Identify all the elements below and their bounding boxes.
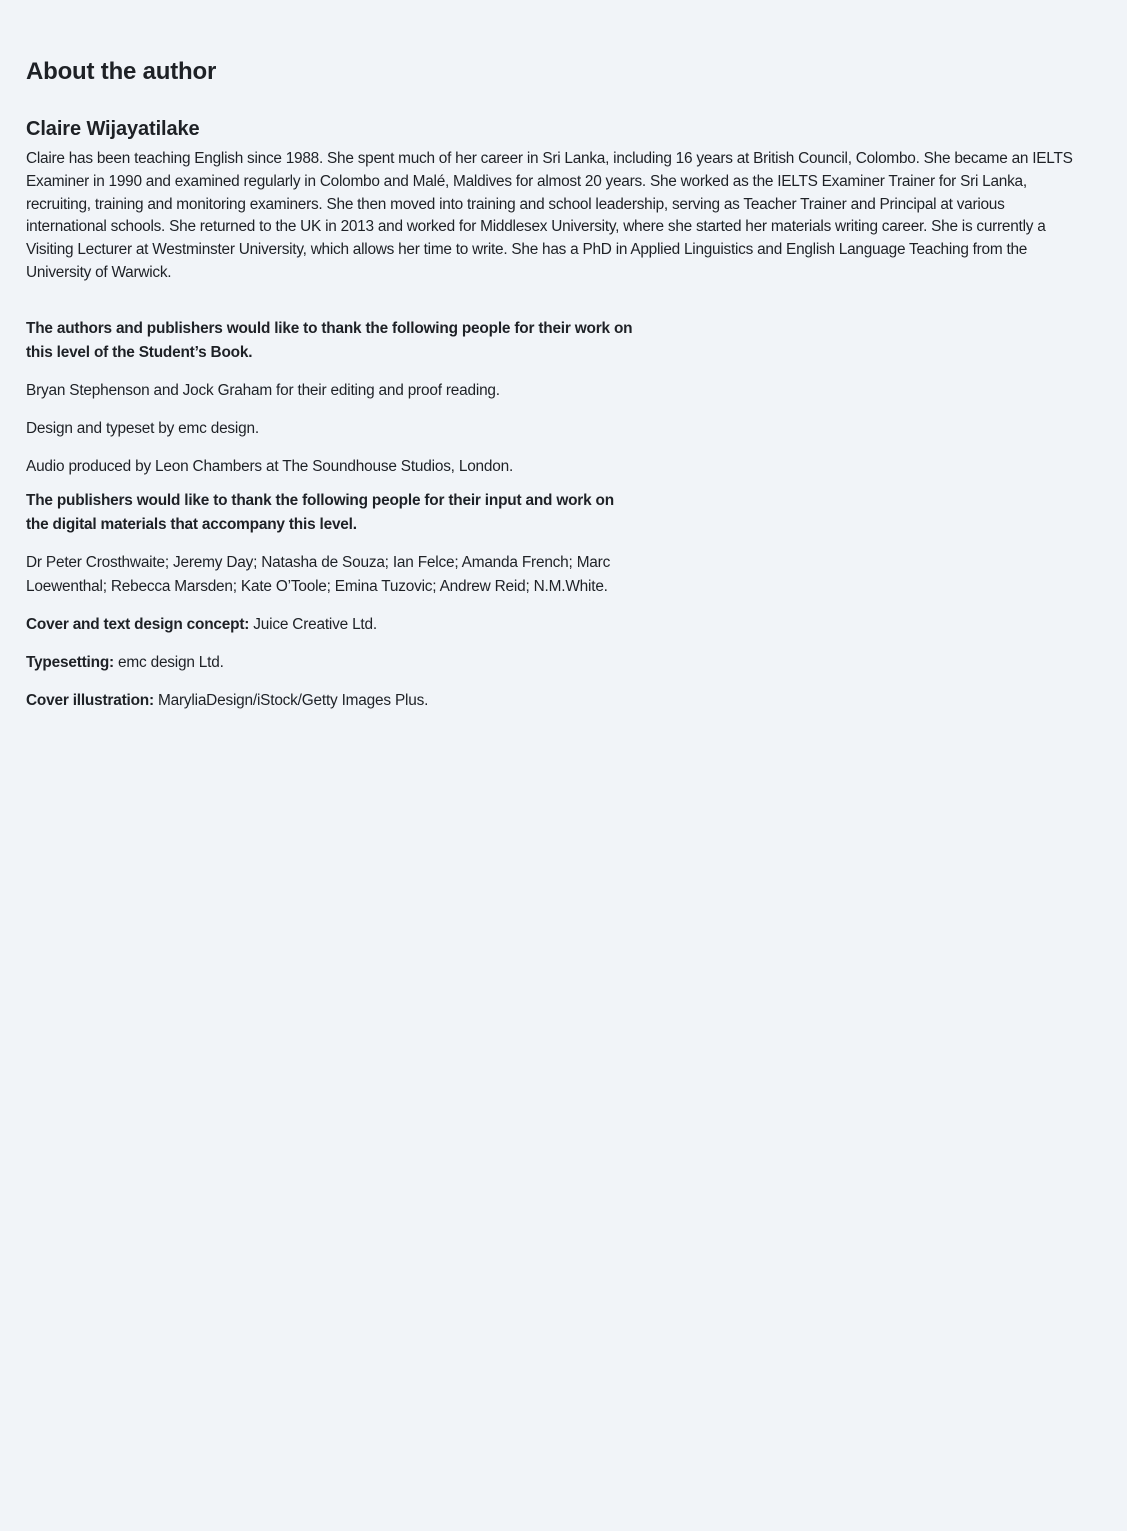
page-title: About the author bbox=[26, 58, 217, 85]
audio-credit: Audio produced by Leon Chambers at The Soundhouse Studios, London. bbox=[26, 457, 514, 475]
digital-contributors: Dr Peter Crosthwaite; Jeremy Day; Natasha de Souza; Ian Felce; Amanda French; Marc Loewenthal; Rebecca Marsden; Kate O’Toole; Emina Tuzovic; Andrew Reid; N.M.White. bbox=[26, 553, 611, 595]
cover-design-credit bbox=[26, 613, 1076, 637]
typesetting-value: emc design Ltd. bbox=[113, 653, 224, 671]
acknowledgements-heading-digital: The publishers would like to thank the following people for their input and work on the digital materials that accompany this level. bbox=[26, 491, 614, 533]
typesetting-credit bbox=[26, 651, 1076, 675]
design-credit: Design and typeset by emc design. bbox=[26, 419, 259, 437]
cover-illustration-credit bbox=[26, 689, 1076, 713]
cover-design-label: Cover and text design concept: bbox=[26, 615, 250, 633]
cover-design-value: Juice Creative Ltd. bbox=[249, 615, 377, 633]
acknowledgements-heading-print: The authors and publishers would like to thank the following people for their work on this level of the Student’s Book. bbox=[26, 319, 633, 361]
author-name: Claire Wijayatilake bbox=[26, 118, 200, 140]
about-author-page bbox=[26, 56, 1076, 727]
cover-illustration-value: MaryliaDesign/iStock/Getty Images Plus. bbox=[153, 691, 429, 709]
editing-credit: Bryan Stephenson and Jock Graham for their editing and proof reading. bbox=[26, 381, 500, 399]
typesetting-label: Typesetting: bbox=[26, 653, 114, 671]
cover-illustration-label: Cover illustration: bbox=[26, 691, 154, 709]
author-bio: Claire has been teaching English since 1988. She spent much of her career in Sri Lanka, including 16 years at British Council, Colombo. She became an IELTS Examiner in 1990 and examined regularly in Colombo and Malé, Maldives for almost 20 years. She worked as the IELTS Examiner Trainer for Sri Lanka, recruiting, training and monitoring examiners. She then moved into training and school leadership, serving as Teacher Trainer and Principal at various international schools. She returned to the UK in 2013 and worked for Middlesex University, where she started her materials writing career. She is currently a Visiting Lecturer at Westminster University, which allows her time to write. She has a PhD in Applied Linguistics and English Language Teaching from the University of Warwick. bbox=[26, 150, 1073, 281]
